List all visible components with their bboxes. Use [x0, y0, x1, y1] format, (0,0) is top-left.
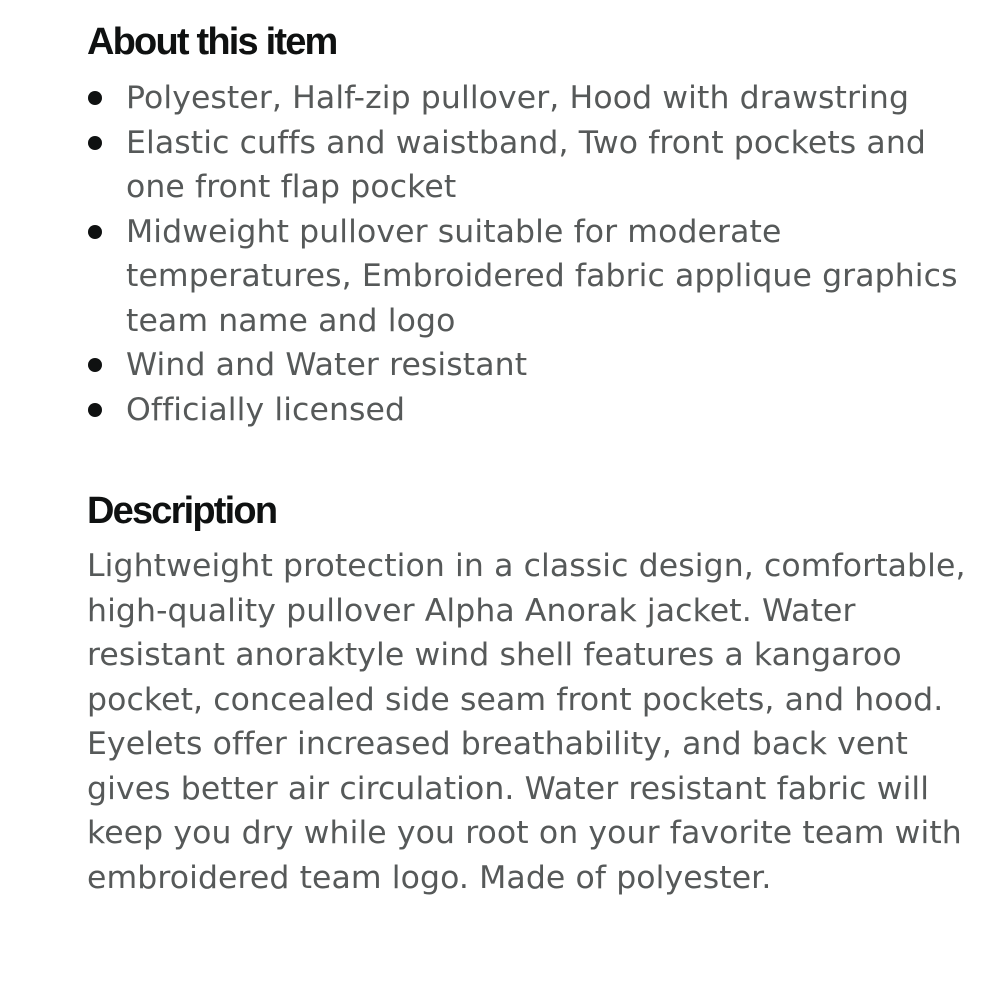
- feature-bullet: [87, 76, 977, 121]
- bullet-dot-icon: [88, 403, 102, 417]
- feature-bullet-text: Midweight pullover suitable for moderate temperatures, Embroidered fabric applique graphics team name and logo: [126, 213, 958, 339]
- feature-bullet-text: Polyester, Half-zip pullover, Hood with drawstring: [126, 80, 910, 116]
- bullet-dot-icon: [88, 91, 102, 105]
- description-text: Lightweight protection in a classic design, comfortable, high-quality pullover Alpha Anorak jacket. Water resistant anoraktyle wind shell features a kangaroo pocket, concealed side seam front pockets, and hood. Eyelets offer increased breathability, and back vent gives better air circulation. Water resistant fabric will keep you dry while you root on your favorite team with embroidered team logo. Made of polyester.: [87, 548, 966, 896]
- description-section-title: Description: [87, 490, 277, 532]
- product-details: [87, 18, 977, 900]
- feature-bullet-text: Officially licensed: [126, 391, 406, 428]
- feature-bullet: [87, 343, 977, 388]
- feature-bullet: [87, 388, 977, 433]
- bullet-dot-icon: [88, 358, 102, 372]
- bullet-dot-icon: [88, 225, 102, 239]
- feature-bullet-text: Elastic cuffs and waistband, Two front pockets and one front flap pocket: [126, 124, 926, 205]
- feature-bullet-text: Wind and Water resistant: [126, 347, 528, 383]
- feature-bullet-list: [87, 76, 977, 432]
- about-section-title: About this item: [87, 21, 337, 63]
- feature-bullet: [87, 121, 977, 210]
- feature-bullet: [87, 210, 977, 344]
- bullet-dot-icon: [88, 136, 102, 150]
